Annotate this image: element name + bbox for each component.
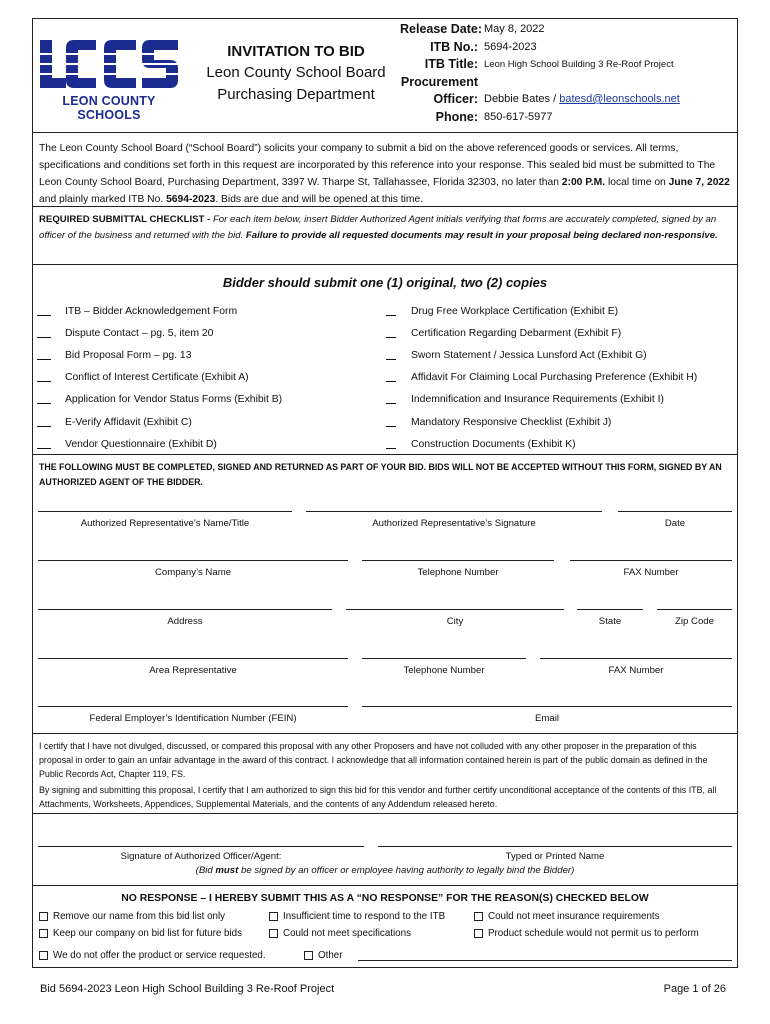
checklist-left-column bbox=[37, 300, 377, 455]
option-label: Product schedule would not permit us to perform bbox=[488, 928, 699, 939]
address-field[interactable] bbox=[38, 609, 332, 610]
checklist-item-label: Mandatory Responsive Checklist (Exhibit J) bbox=[411, 416, 612, 428]
lcs-logo-icon bbox=[38, 38, 180, 94]
fax-field[interactable] bbox=[570, 560, 732, 561]
company-name-field[interactable] bbox=[38, 560, 348, 561]
checklist-item bbox=[37, 411, 377, 433]
officer-signature-note bbox=[38, 865, 732, 876]
option-label: Could not meet insurance requirements bbox=[488, 911, 660, 922]
city-field[interactable] bbox=[346, 609, 564, 610]
checklist-item-label: Affidavit For Claiming Local Purchasing Preference (Exhibit H) bbox=[411, 372, 698, 384]
initials-blank[interactable] bbox=[386, 395, 396, 404]
email-field[interactable] bbox=[362, 706, 732, 707]
note-text: be signed by an officer or employee having authority to legally bind the Bidder) bbox=[238, 865, 575, 876]
release-date-value: May 8, 2022 bbox=[484, 23, 545, 35]
checklist-item bbox=[37, 367, 377, 389]
checklist-item-label: Drug Free Workplace Certification (Exhibit E) bbox=[411, 305, 619, 317]
rep-name-label: Authorized Representative’s Name/Title bbox=[80, 518, 250, 529]
area-rep-label: Area Representative bbox=[149, 665, 237, 676]
note-emphasis: must bbox=[215, 865, 239, 876]
copies-heading: Bidder should submit one (1) original, two (2) copies bbox=[222, 275, 548, 290]
procurement-label: Procurement bbox=[400, 74, 478, 89]
intro-text: local time on bbox=[605, 177, 669, 188]
telephone-field[interactable] bbox=[362, 560, 554, 561]
header-meta bbox=[400, 22, 736, 127]
checklist-item-label: Indemnification and Insurance Requirements (Exhibit I) bbox=[411, 394, 664, 406]
checkbox[interactable] bbox=[39, 929, 48, 938]
checklist-item-label: Application for Vendor Status Forms (Exhibit B) bbox=[65, 394, 283, 406]
checklist-right-column bbox=[386, 300, 736, 455]
initials-blank[interactable] bbox=[386, 418, 396, 427]
date-label: Date bbox=[664, 518, 686, 529]
phone-label: Phone: bbox=[435, 109, 478, 124]
checkbox[interactable] bbox=[269, 912, 278, 921]
initials-blank[interactable] bbox=[37, 351, 51, 360]
authorization-text: By signing and submitting this proposal, I certify that I am authorized to sign this bid for this vendor and further certify unconditional acceptance of the contents of this ITB, all Attachments, Worksheets, Appendices, Supplemental Materials, and the contents of any Addendum released hereto. bbox=[39, 785, 717, 809]
divider bbox=[32, 206, 738, 207]
checklist-instruction-text: For each item below, insert Bidder Authorized Agent initials verifying that forms are accurately completed, signed by an officer of the business and returned with the bid. bbox=[39, 214, 717, 241]
header-title-block bbox=[196, 42, 396, 106]
checklist-item bbox=[386, 433, 736, 455]
checkbox[interactable] bbox=[39, 912, 48, 921]
intro-paragraph bbox=[39, 140, 733, 208]
fax-label: FAX Number bbox=[623, 567, 679, 578]
date-field[interactable] bbox=[618, 511, 732, 512]
completion-notice: THE FOLLOWING MUST BE COMPLETED, SIGNED AND RETURNED AS PART OF YOUR BID. BIDS WILL NOT BE ACCEPTED WITHOUT THIS FORM, SIGNED BY AN AUTHORIZED AGENT OF THE BIDDER. bbox=[39, 462, 722, 487]
document-title: INVITATION TO BID bbox=[227, 43, 365, 60]
divider bbox=[32, 264, 738, 265]
checklist-item-label: Vendor Questionnaire (Exhibit D) bbox=[65, 438, 217, 450]
rep-name-field[interactable] bbox=[38, 511, 292, 512]
checkbox[interactable] bbox=[474, 929, 483, 938]
fein-label: Federal Employer’s Identification Number (FEIN) bbox=[89, 713, 297, 724]
divider bbox=[32, 454, 738, 455]
footer-project: Bid 5694-2023 Leon High School Building 3 Re-Roof Project bbox=[40, 983, 335, 995]
checklist-item bbox=[37, 300, 377, 322]
officer-name: Debbie Bates / bbox=[484, 93, 557, 105]
email-label: Email bbox=[535, 713, 559, 724]
area-rep-field[interactable] bbox=[38, 658, 348, 659]
divider bbox=[32, 813, 738, 814]
no-response-option[interactable] bbox=[39, 928, 242, 939]
option-label: Remove our name from this bid list only bbox=[53, 911, 226, 922]
intro-text: The Leon County School Board (“School Board”) solicits your company to submit a bid on the above referenced goods or services. All terms, specifications and conditions set forth in this request are incorporated by this reference into your response. This sealed bid must be submitted to The Leon County School Board, Purchasing Department, 3397 W. Tharpe St, Tallahassee, Florida 32303, no later than bbox=[39, 143, 716, 188]
telephone2-field[interactable] bbox=[362, 658, 526, 659]
checklist-item bbox=[37, 322, 377, 344]
checklist-item bbox=[37, 389, 377, 411]
page-number: Page 1 of 26 bbox=[663, 983, 726, 995]
option-label: Keep our company on bid list for future bids bbox=[53, 928, 242, 939]
fax2-field[interactable] bbox=[540, 658, 732, 659]
zip-label: Zip Code bbox=[675, 616, 714, 627]
checklist-item bbox=[37, 344, 377, 366]
initials-blank[interactable] bbox=[386, 351, 396, 360]
initials-blank[interactable] bbox=[386, 373, 396, 382]
checklist-item bbox=[386, 367, 736, 389]
checklist-warning: Failure to provide all requested documents may result in your proposal being declared non-responsive. bbox=[245, 229, 718, 241]
checklist-item bbox=[386, 389, 736, 411]
divider bbox=[32, 885, 738, 886]
checkbox[interactable] bbox=[269, 929, 278, 938]
initials-blank[interactable] bbox=[386, 329, 396, 338]
checklist-item bbox=[386, 411, 736, 433]
checklist-item bbox=[386, 300, 736, 322]
divider bbox=[32, 132, 738, 133]
address-label: Address bbox=[167, 616, 203, 627]
due-time: 2:00 P.M. bbox=[561, 177, 606, 188]
printed-name-field[interactable] bbox=[378, 846, 732, 847]
state-field[interactable] bbox=[577, 609, 643, 610]
initials-blank[interactable] bbox=[386, 440, 396, 449]
logo-text: LEON COUNTY SCHOOLS bbox=[62, 94, 156, 122]
phone-value: 850-617-5977 bbox=[484, 110, 553, 123]
no-response-option[interactable] bbox=[269, 928, 411, 939]
initials-blank[interactable] bbox=[386, 307, 396, 316]
fax2-label: FAX Number bbox=[608, 665, 664, 676]
divider bbox=[32, 733, 738, 734]
checklist-item-label: Dispute Contact – pg. 5, item 20 bbox=[65, 327, 214, 339]
telephone2-label: Telephone Number bbox=[403, 665, 485, 676]
rep-signature-label: Authorized Representative’s Signature bbox=[372, 518, 536, 529]
org-name: Leon County School Board bbox=[206, 64, 386, 81]
officer-email-link[interactable]: batesd@leonschools.net bbox=[559, 93, 680, 105]
due-date: June 7, 2022 bbox=[668, 177, 730, 188]
checklist-item-label: ITB – Bidder Acknowledgement Form bbox=[65, 305, 238, 317]
zip-field[interactable] bbox=[657, 609, 732, 610]
option-label: Other bbox=[318, 950, 343, 961]
telephone-label: Telephone Number bbox=[417, 567, 499, 578]
company-name-label: Company’s Name bbox=[154, 567, 232, 578]
checklist-item bbox=[386, 322, 736, 344]
fein-field[interactable] bbox=[38, 706, 348, 707]
intro-text: and plainly marked ITB No. bbox=[39, 194, 167, 205]
no-response-option[interactable] bbox=[474, 928, 699, 939]
checklist-item-label: E-Verify Affidavit (Exhibit C) bbox=[65, 416, 192, 428]
checklist-instructions bbox=[39, 212, 733, 243]
city-label: City bbox=[446, 616, 464, 627]
note-text: (Bid bbox=[195, 865, 216, 876]
option-label: Insufficient time to respond to the ITB bbox=[283, 911, 446, 922]
certification-text: I certify that I have not divulged, discussed, or compared this proposal with any other Proposers and have not colluded with any other proposer in the preparation of this proposal in order to gain an unfair advantage in the award of this contract. I acknowledge that all information contained herein is part of the public domain as defined in the Public Records Act, Chapter 119, FS. bbox=[39, 741, 708, 779]
no-response-option[interactable] bbox=[39, 950, 266, 961]
itb-title-label: ITB Title: bbox=[424, 57, 478, 71]
checklist-item-label: Conflict of Interest Certificate (Exhibit A) bbox=[65, 372, 249, 384]
checklist-item-label: Bid Proposal Form – pg. 13 bbox=[65, 349, 192, 361]
option-label: Could not meet specifications bbox=[283, 928, 411, 939]
checkbox[interactable] bbox=[39, 951, 48, 960]
initials-blank[interactable] bbox=[37, 440, 51, 449]
officer-signature-field[interactable] bbox=[38, 846, 364, 847]
checkbox[interactable] bbox=[474, 912, 483, 921]
initials-blank[interactable] bbox=[37, 329, 51, 338]
checkbox[interactable] bbox=[304, 951, 313, 960]
district-logo bbox=[38, 38, 180, 122]
itb-number: 5694-2023 bbox=[166, 194, 216, 205]
initials-blank[interactable] bbox=[37, 395, 51, 404]
rep-signature-field[interactable] bbox=[306, 511, 602, 512]
release-date-label: Release Date: bbox=[400, 22, 482, 36]
checklist-item-label: Sworn Statement / Jessica Lunsford Act (Exhibit G) bbox=[411, 349, 647, 361]
intro-text: . Bids are due and will be opened at this time. bbox=[215, 194, 424, 205]
other-reason-field[interactable] bbox=[358, 960, 732, 961]
option-label: We do not offer the product or service requested. bbox=[53, 950, 266, 961]
no-response-heading: NO RESPONSE – I HEREBY SUBMIT THIS AS A “NO RESPONSE” FOR THE REASON(S) CHECKED BELOW bbox=[121, 893, 649, 904]
state-label: State bbox=[598, 616, 622, 627]
itb-title-value: Leon High School Building 3 Re-Roof Project bbox=[484, 59, 674, 70]
no-response-option-other[interactable] bbox=[304, 950, 343, 961]
initials-blank[interactable] bbox=[37, 418, 51, 427]
itb-no-label: ITB No.: bbox=[430, 39, 478, 54]
officer-signature-label: Signature of Authorized Officer/Agent: bbox=[120, 851, 282, 862]
printed-name-label: Typed or Printed Name bbox=[505, 851, 605, 862]
initials-blank[interactable] bbox=[37, 307, 51, 316]
checklist-heading: REQUIRED SUBMITTAL CHECKLIST - bbox=[39, 214, 213, 225]
no-response-option[interactable] bbox=[39, 911, 225, 922]
checklist-item-label: Construction Documents (Exhibit K) bbox=[411, 438, 576, 450]
no-response-option[interactable] bbox=[269, 911, 445, 922]
no-response-option[interactable] bbox=[474, 911, 660, 922]
checklist-item bbox=[386, 344, 736, 366]
checklist-item bbox=[37, 433, 377, 455]
department-name: Purchasing Department bbox=[217, 86, 375, 103]
initials-blank[interactable] bbox=[37, 373, 51, 382]
officer-label: Officer: bbox=[433, 92, 478, 106]
checklist-item-label: Certification Regarding Debarment (Exhibit F) bbox=[411, 327, 622, 339]
itb-no-value: 5694-2023 bbox=[484, 40, 537, 53]
